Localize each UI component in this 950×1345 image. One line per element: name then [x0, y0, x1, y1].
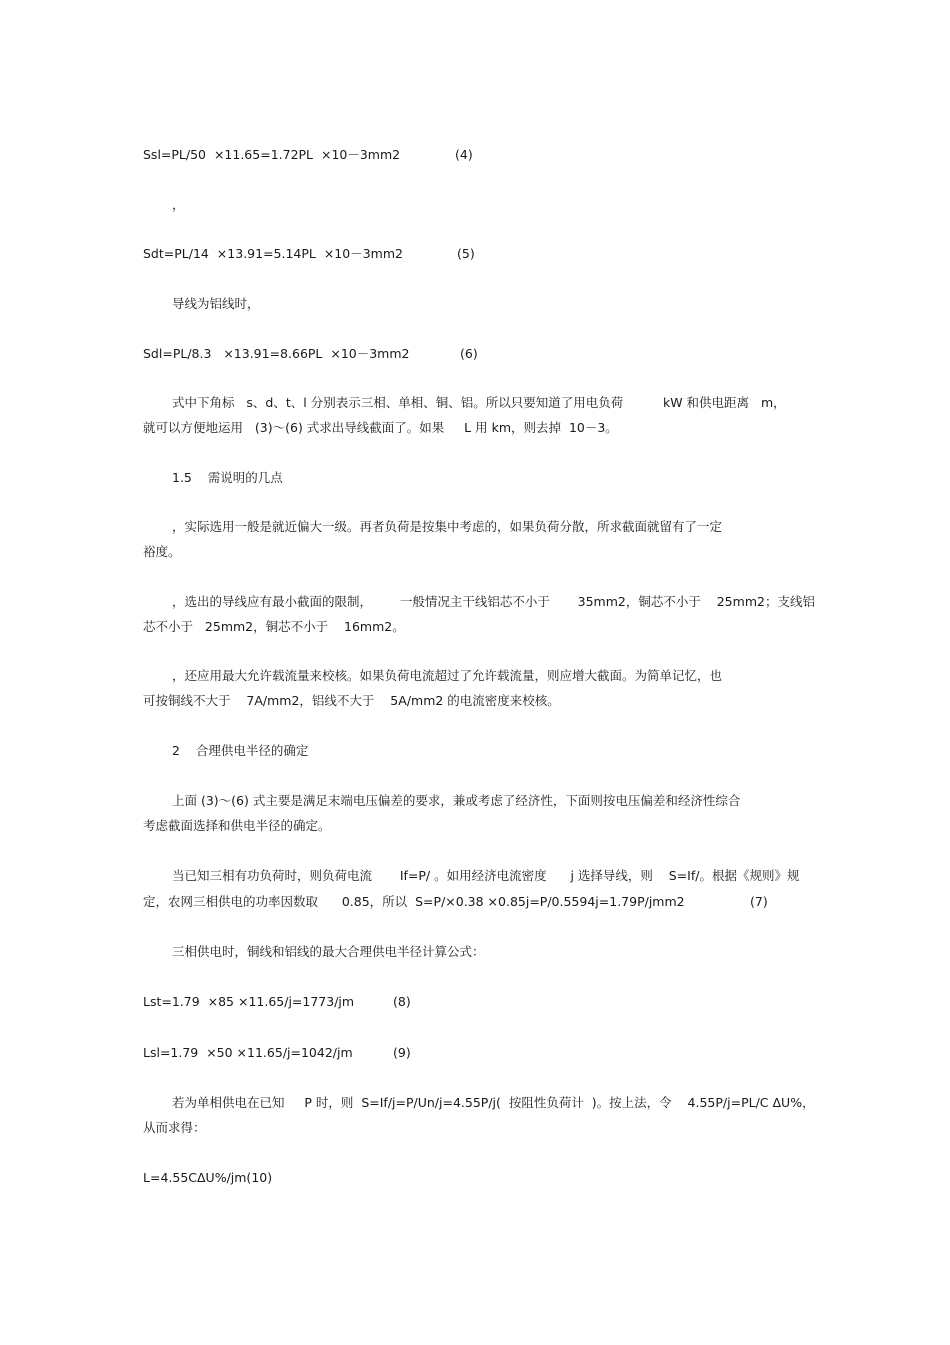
- paragraph-3-line-1: ，选出的导线应有最小截面的限制， 一般情况主干线铝芯不小于 35mm2，铜芯不小于 25mm2；支线铝: [172, 594, 815, 609]
- section-heading-1-5: 1.5 需说明的几点: [172, 470, 283, 485]
- paragraph-5-line-2: 考虑截面选择和供电半径的确定。: [143, 818, 331, 833]
- equation-5: Sdt=PL/14 ×13.91=5.14PL ×10－3mm2: [143, 246, 403, 261]
- equation-7-number: (7): [750, 894, 768, 909]
- equation-5-number: (5): [457, 246, 475, 261]
- equation-8-number: (8): [393, 994, 411, 1009]
- paragraph-8-line-2: 从而求得：: [143, 1120, 206, 1135]
- equation-4-number: (4): [455, 147, 473, 162]
- equation-6: Sdl=PL/8.3 ×13.91=8.66PL ×10－3mm2: [143, 346, 410, 361]
- paragraph-4-line-1: ，还应用最大允许载流量来校核。如果负荷电流超过了允许载流量，则应增大截面。为简单记忆，也: [172, 668, 723, 683]
- equation-9-number: (9): [393, 1045, 411, 1060]
- paragraph-6-line-2: 定，农网三相供电的功率因数取 0.85，所以 S=P/×0.38 ×0.85j=P/0.5594j=1.79P/jmm2: [143, 894, 685, 909]
- paragraph-7: 三相供电时，铜线和铝线的最大合理供电半径计算公式：: [172, 944, 485, 959]
- paragraph-2-line-2: 裕度。: [143, 544, 181, 559]
- paragraph-2-line-1: ，实际选用一般是就近偏大一级。再者负荷是按集中考虑的，如果负荷分散，所求截面就留有了一定: [172, 519, 723, 534]
- comma-line: ，: [172, 197, 185, 212]
- equation-4: Ssl=PL/50 ×11.65=1.72PL ×10－3mm2: [143, 147, 401, 162]
- paragraph-6-line-1: 当已知三相有功负荷时，则负荷电流 If=P/ 。如用经济电流密度 j 选择导线，则 S=If/。根据《规则》规: [172, 868, 800, 883]
- section-heading-2: 2 合理供电半径的确定: [172, 743, 309, 758]
- paragraph-5-line-1: 上面 (3)～(6) 式主要是满足末端电压偏差的要求，兼或考虑了经济性，下面则按电压偏差和经济性综合: [172, 793, 741, 808]
- equation-9: Lsl=1.79 ×50 ×11.65/j=1042/jm: [143, 1045, 353, 1060]
- aluminum-wire-line: 导线为铝线时，: [172, 296, 260, 311]
- paragraph-3-line-2: 芯不小于 25mm2，铜芯不小于 16mm2。: [143, 619, 405, 634]
- paragraph-8-line-1: 若为单相供电在已知 P 时，则 S=If/j=P/Un/j=4.55P/j( 按阻性负荷计 )。按上法，令 4.55P/j=PL/C ΔU%，: [172, 1095, 815, 1110]
- equation-10: L=4.55CΔU%/jm(10): [143, 1170, 273, 1185]
- equation-8: Lst=1.79 ×85 ×11.65/j=1773/jm: [143, 994, 355, 1009]
- paragraph-1-line-2: 就可以方便地运用 (3)～(6) 式求出导线截面了。如果 L 用 km，则去掉 10－3。: [143, 420, 618, 435]
- paragraph-1-line-1: 式中下角标 s、d、t、l 分别表示三相、单相、铜、铝。所以只要知道了用电负荷 kW 和供电距离 m，: [172, 395, 786, 410]
- equation-6-number: (6): [460, 346, 478, 361]
- paragraph-4-line-2: 可按铜线不大于 7A/mm2，铝线不大于 5A/mm2 的电流密度来校核。: [143, 693, 560, 708]
